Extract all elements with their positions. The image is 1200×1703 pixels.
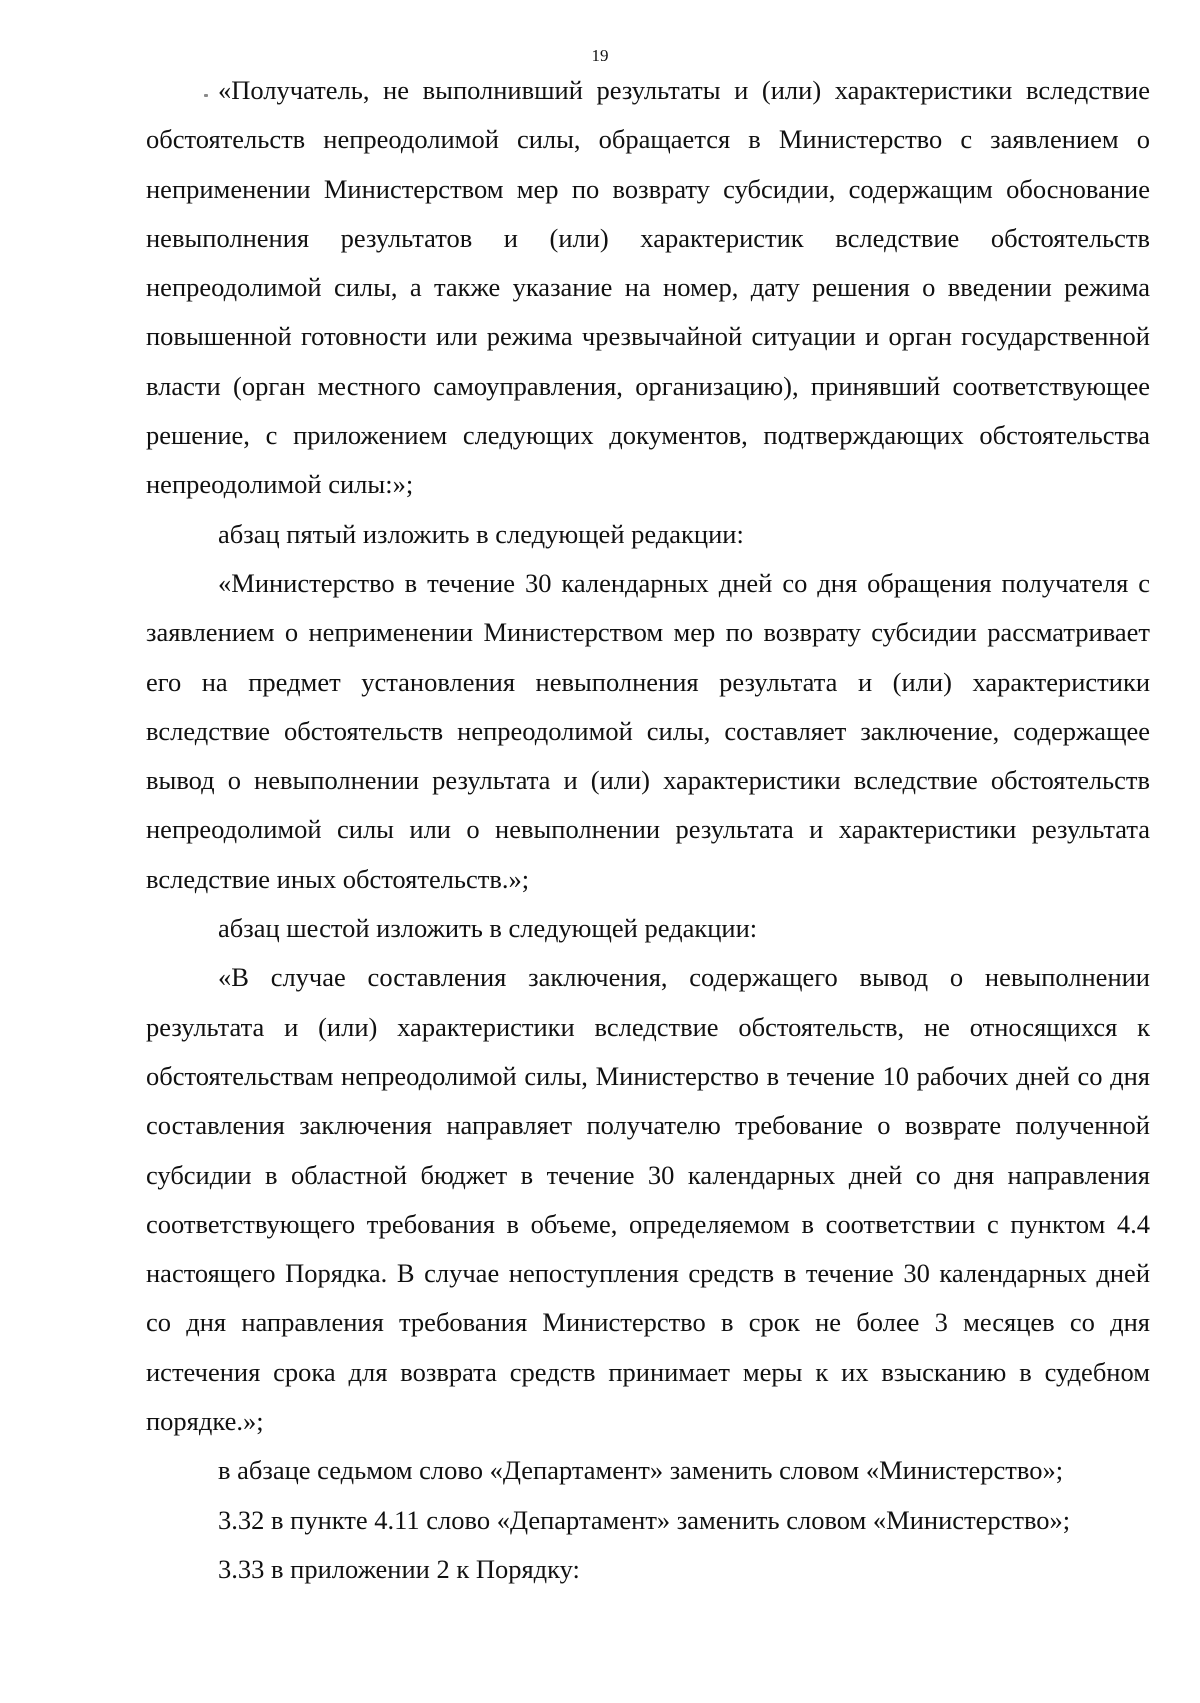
paragraph-seventh-abzac-replacement: в абзаце седьмом слово «Департамент» заменить словом «Министерство»; xyxy=(218,1455,1064,1486)
paragraph-fifth-abzac-instruction: абзац пятый изложить в следующей редакции: xyxy=(218,518,744,549)
paragraph-conclusion-refund: «В случае составления заключения, содержащего вывод о невыполнении результата и (или) характеристики вследствие обстоятельств, не относящихся к обстоятельствам непреодолимой силы, Министерство в течение 10 рабочих дней со дня составления заключения направляет получателю требование о возврате полученной субсидии в областной бюджет в течение 30 календарных дней со дня направления соответствующего требования в объеме, определяемом в соответствии с пунктом 4.4 настоящего Порядка. В случае непоступления средств в течение 30 календарных дней со дня направления требования Министерство в срок не более 3 месяцев со дня истечения срока для возврата средств принимает меры к их взысканию в судебном порядке.»; xyxy=(146,962,1150,1437)
paragraph-item-3-32: 3.32 в пункте 4.11 слово «Департамент» заменить словом «Министерство»; xyxy=(218,1504,1071,1535)
paragraph-item-3-33: 3.33 в приложении 2 к Порядку: xyxy=(218,1553,580,1584)
paragraph-sixth-abzac-instruction: абзац шестой изложить в следующей редакции: xyxy=(218,913,758,944)
paragraph-recipient-application: «Получатель, не выполнивший результаты и (или) характеристики вследствие обстоятельств непреодолимой силы, обращается в Министерство с заявлением о неприменении Министерством мер по возврату субсидии, содержащим обоснование невыполнения результатов и (или) характеристик вследствие обстоятельств непреодолимой силы, а также указание на номер, дату решения о введении режима повышенной готовности или режима чрезвычайной ситуации и орган государственной власти (орган местного самоуправления, организацию), принявший соответствующее решение, с приложением следующих документов, подтверждающих обстоятельства непреодолимой силы:»; xyxy=(146,75,1150,500)
document-body xyxy=(146,66,1150,1594)
page-number: 19 xyxy=(591,46,609,65)
paragraph-ministry-review: «Министерство в течение 30 календарных дней со дня обращения получателя с заявлением о неприменении Министерством мер по возврату субсидии рассматривает его на предмет установления невыполнения результата и (или) характеристики вследствие обстоятельств непреодолимой силы, составляет заключение, содержащее вывод о невыполнении результата и (или) характеристики вследствие обстоятельств непреодолимой силы или о невыполнении результата и характеристики результата вследствие иных обстоятельств.»; xyxy=(146,567,1150,894)
